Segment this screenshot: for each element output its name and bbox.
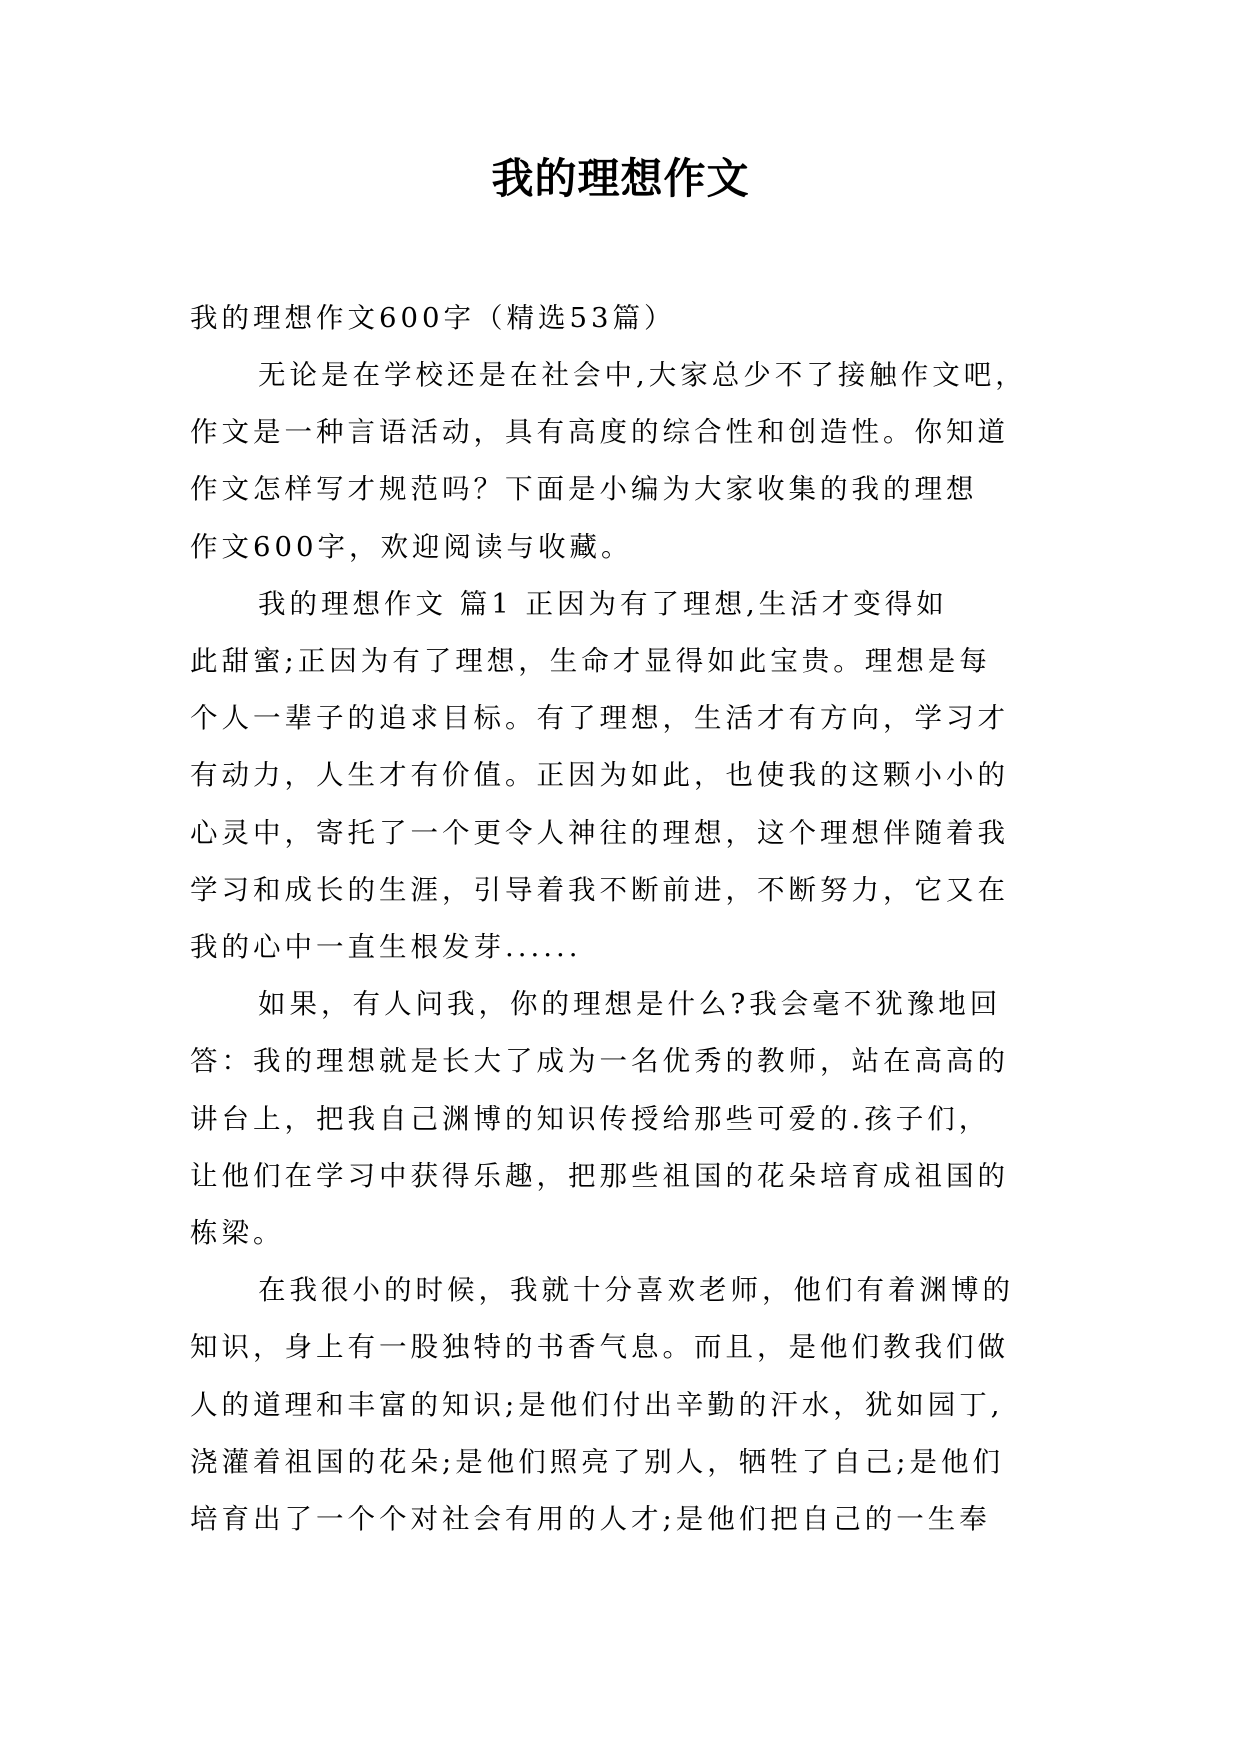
paragraph-line: 有动力，人生才有价值。正因为如此，也使我的这颗小小的 [190,759,1009,791]
paragraph-line: 如果，有人问我，你的理想是什么?我会毫不犹豫地回 [258,988,1002,1020]
paragraph-line: 我的心中一直生根发芽...... [190,931,582,963]
paragraph-line: 作文600字，欢迎阅读与收藏。 [190,531,633,563]
paragraph-line: 答：我的理想就是长大了成为一名优秀的教师，站在高高的 [190,1045,1009,1077]
paragraph-line: 栋梁。 [190,1217,285,1249]
paragraph-line: 培育出了一个个对社会有用的人才;是他们把自己的一生奉 [190,1503,991,1535]
subtitle-line: 我的理想作文600字（精选53篇） [190,302,676,334]
paragraph-line: 人的道理和丰富的知识;是他们付出辛勤的汗水，犹如园丁, [190,1389,1004,1421]
paragraph-line: 个人一辈子的追求目标。有了理想，生活才有方向，学习才 [190,702,1009,734]
paragraph-line: 作文怎样写才规范吗？下面是小编为大家收集的我的理想 [190,473,978,505]
paragraph-line: 我的理想作文 篇1 正因为有了理想,生活才变得如 [258,588,948,620]
paragraph-line: 知识，身上有一股独特的书香气息。而且，是他们教我们做 [190,1331,1009,1363]
paragraph-line: 无论是在学校还是在社会中,大家总少不了接触作文吧， [258,359,1027,391]
document-title: 我的理想作文 [491,154,750,203]
paragraph-line: 浇灌着祖国的花朵;是他们照亮了别人，牺牲了自己;是他们 [190,1446,1005,1478]
paragraph-line: 学习和成长的生涯，引导着我不断前进，不断努力，它又在 [190,874,1009,906]
paragraph-line: 讲台上，把我自己渊博的知识传授给那些可爱的.孩子们， [190,1103,991,1135]
paragraph-line: 在我很小的时候，我就十分喜欢老师，他们有着渊博的 [258,1274,1014,1306]
paragraph-line: 心灵中，寄托了一个更令人神往的理想，这个理想伴随着我 [190,817,1009,849]
paragraph-line: 此甜蜜;正因为有了理想，生命才显得如此宝贵。理想是每 [190,645,991,677]
paragraph-line: 让他们在学习中获得乐趣，把那些祖国的花朵培育成祖国的 [190,1160,1009,1192]
paragraph-line: 作文是一种言语活动，具有高度的综合性和创造性。你知道 [190,416,1009,448]
